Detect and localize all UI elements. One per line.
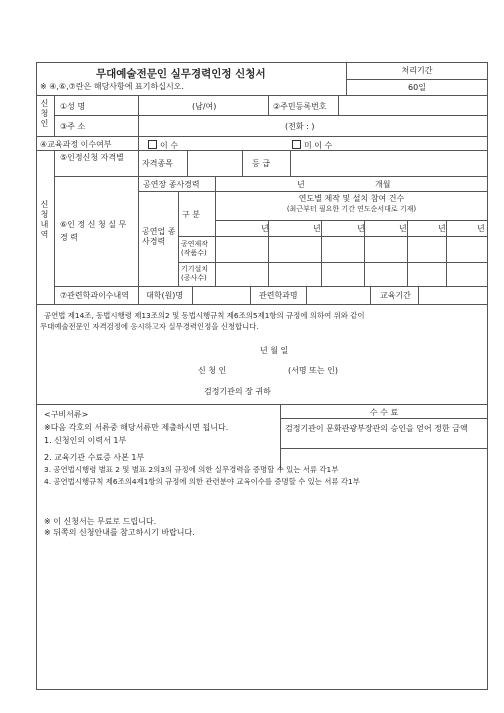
document-item-3: 3. 공연법시행령 별표 2 및 별표 2의3의 규정에 의한 실무경력을 증명할 수 있는 서류 각1부 <box>44 465 339 474</box>
theater-career-label: 공연장 종사경력 <box>143 180 200 189</box>
qual-item-field[interactable] <box>189 152 239 174</box>
rrn-field[interactable] <box>340 97 486 113</box>
name-label: ①성 명 <box>60 102 86 111</box>
theater-years: 년 <box>297 180 305 189</box>
recipient-label: 검정기관의 장 귀하 <box>204 387 271 396</box>
theater-months: 개월 <box>375 180 391 189</box>
form-title: 무대예술전문인 실무경력인정 신청서 <box>96 68 266 80</box>
signature-label: (서명 또는 인) <box>288 366 338 375</box>
document-item-1: 1. 신청인의 이력서 1부 <box>44 436 127 445</box>
declaration-date: 년 월 일 <box>260 346 289 355</box>
production-count-label: 연도별 제작 및 설치 참여 건수 <box>298 194 405 203</box>
year-col-1: 년 <box>261 224 269 233</box>
year-col-2: 년 <box>313 224 321 233</box>
career-label: ⑥인 정 신 청 실 무 경 력 <box>60 220 127 242</box>
department-label: 관련학과명 <box>259 291 298 300</box>
grade-label: 등 급 <box>252 159 270 168</box>
qual-label: ⑤인정신청 자격별 <box>60 153 124 162</box>
department-field[interactable] <box>308 288 368 302</box>
edu-period-field[interactable] <box>420 288 486 302</box>
checkbox-completed[interactable] <box>148 140 157 149</box>
rrn-label: ②주민등록번호 <box>273 102 327 111</box>
phone-label: (전화 : ) <box>285 122 315 131</box>
document-item-2: 2. 교육기관 수료증 사본 1부 <box>44 453 145 462</box>
qual-item-label: 자격종목 <box>142 159 173 168</box>
year-col-4: 년 <box>399 224 407 233</box>
edu-period-label: 교육기간 <box>380 291 411 300</box>
declaration-line-2: 무대예술전문인 자격검정에 응시하고자 실무경력인정을 신청합니다. <box>40 322 259 331</box>
course-label: ④교육과정 이수여부 <box>40 140 112 149</box>
address-label: ③주 소 <box>60 122 86 131</box>
declaration-line-1: 공연법 제14조, 동법시행령 제13조의2 및 동법시행규칙 제6조의5제1항의 규정에 의하여 위와 같이 <box>44 311 365 320</box>
name-field[interactable] <box>140 97 266 113</box>
processing-label: 처리기간 <box>401 66 433 75</box>
processing-days: 60일 <box>408 83 426 92</box>
course-not-completed-option[interactable]: 미 이 수 <box>292 140 332 151</box>
university-field[interactable] <box>194 288 248 302</box>
year-col-6: 년 <box>477 224 485 233</box>
year-col-5: 년 <box>438 224 446 233</box>
applicant-section-label: 신청인 <box>40 99 49 129</box>
details-section-label: 신청내역 <box>40 200 49 240</box>
document-item-4: 4. 공연법시행규칙 제6조의4제1항의 규정에 의한 관련분야 교육이수를 증명할 수 있는 서류 각1부 <box>44 477 360 486</box>
fee-text: 검정기관이 문화관광부장관의 승인을 얻어 정한 금액 <box>285 424 468 433</box>
equipment-install-label: 기기설치 (공사수) <box>181 265 209 282</box>
address-field[interactable] <box>140 117 280 134</box>
documents-header: <구비서류> <box>44 410 89 419</box>
grade-field[interactable] <box>292 152 486 174</box>
footer-note-2: ※ 뒤쪽의 신청안내를 참고하시기 바랍니다. <box>44 528 195 537</box>
university-label: 대학(원)명 <box>146 291 184 300</box>
course-completed-option[interactable]: 이 수 <box>148 140 178 151</box>
year-col-3: 년 <box>357 224 365 233</box>
performance-career-label: 공연업 종사경력 <box>142 227 176 246</box>
edu-label: ⑦관련학과이수내역 <box>60 291 129 300</box>
documents-intro: ※다음 각호의 서류중 해당서류만 제출하시면 됩니다. <box>44 423 229 432</box>
form-note: ※ ④,⑥,⑦란은 해당사항에 표기하십시오. <box>40 82 184 91</box>
footer-note-1: ※ 이 신청서는 무료로 드립니다. <box>44 517 157 526</box>
fee-label: 수 수 료 <box>369 408 399 417</box>
stage-production-label: 공연제작 (작품수) <box>181 240 209 257</box>
declaration-applicant: 신 청 인 <box>198 366 227 375</box>
checkbox-not-completed[interactable] <box>292 140 301 149</box>
category-label: 구 분 <box>182 210 200 219</box>
production-note: (최근부터 필요한 기간 연도순서대로 기재) <box>286 205 417 213</box>
gender-label: (남/여) <box>192 102 217 111</box>
